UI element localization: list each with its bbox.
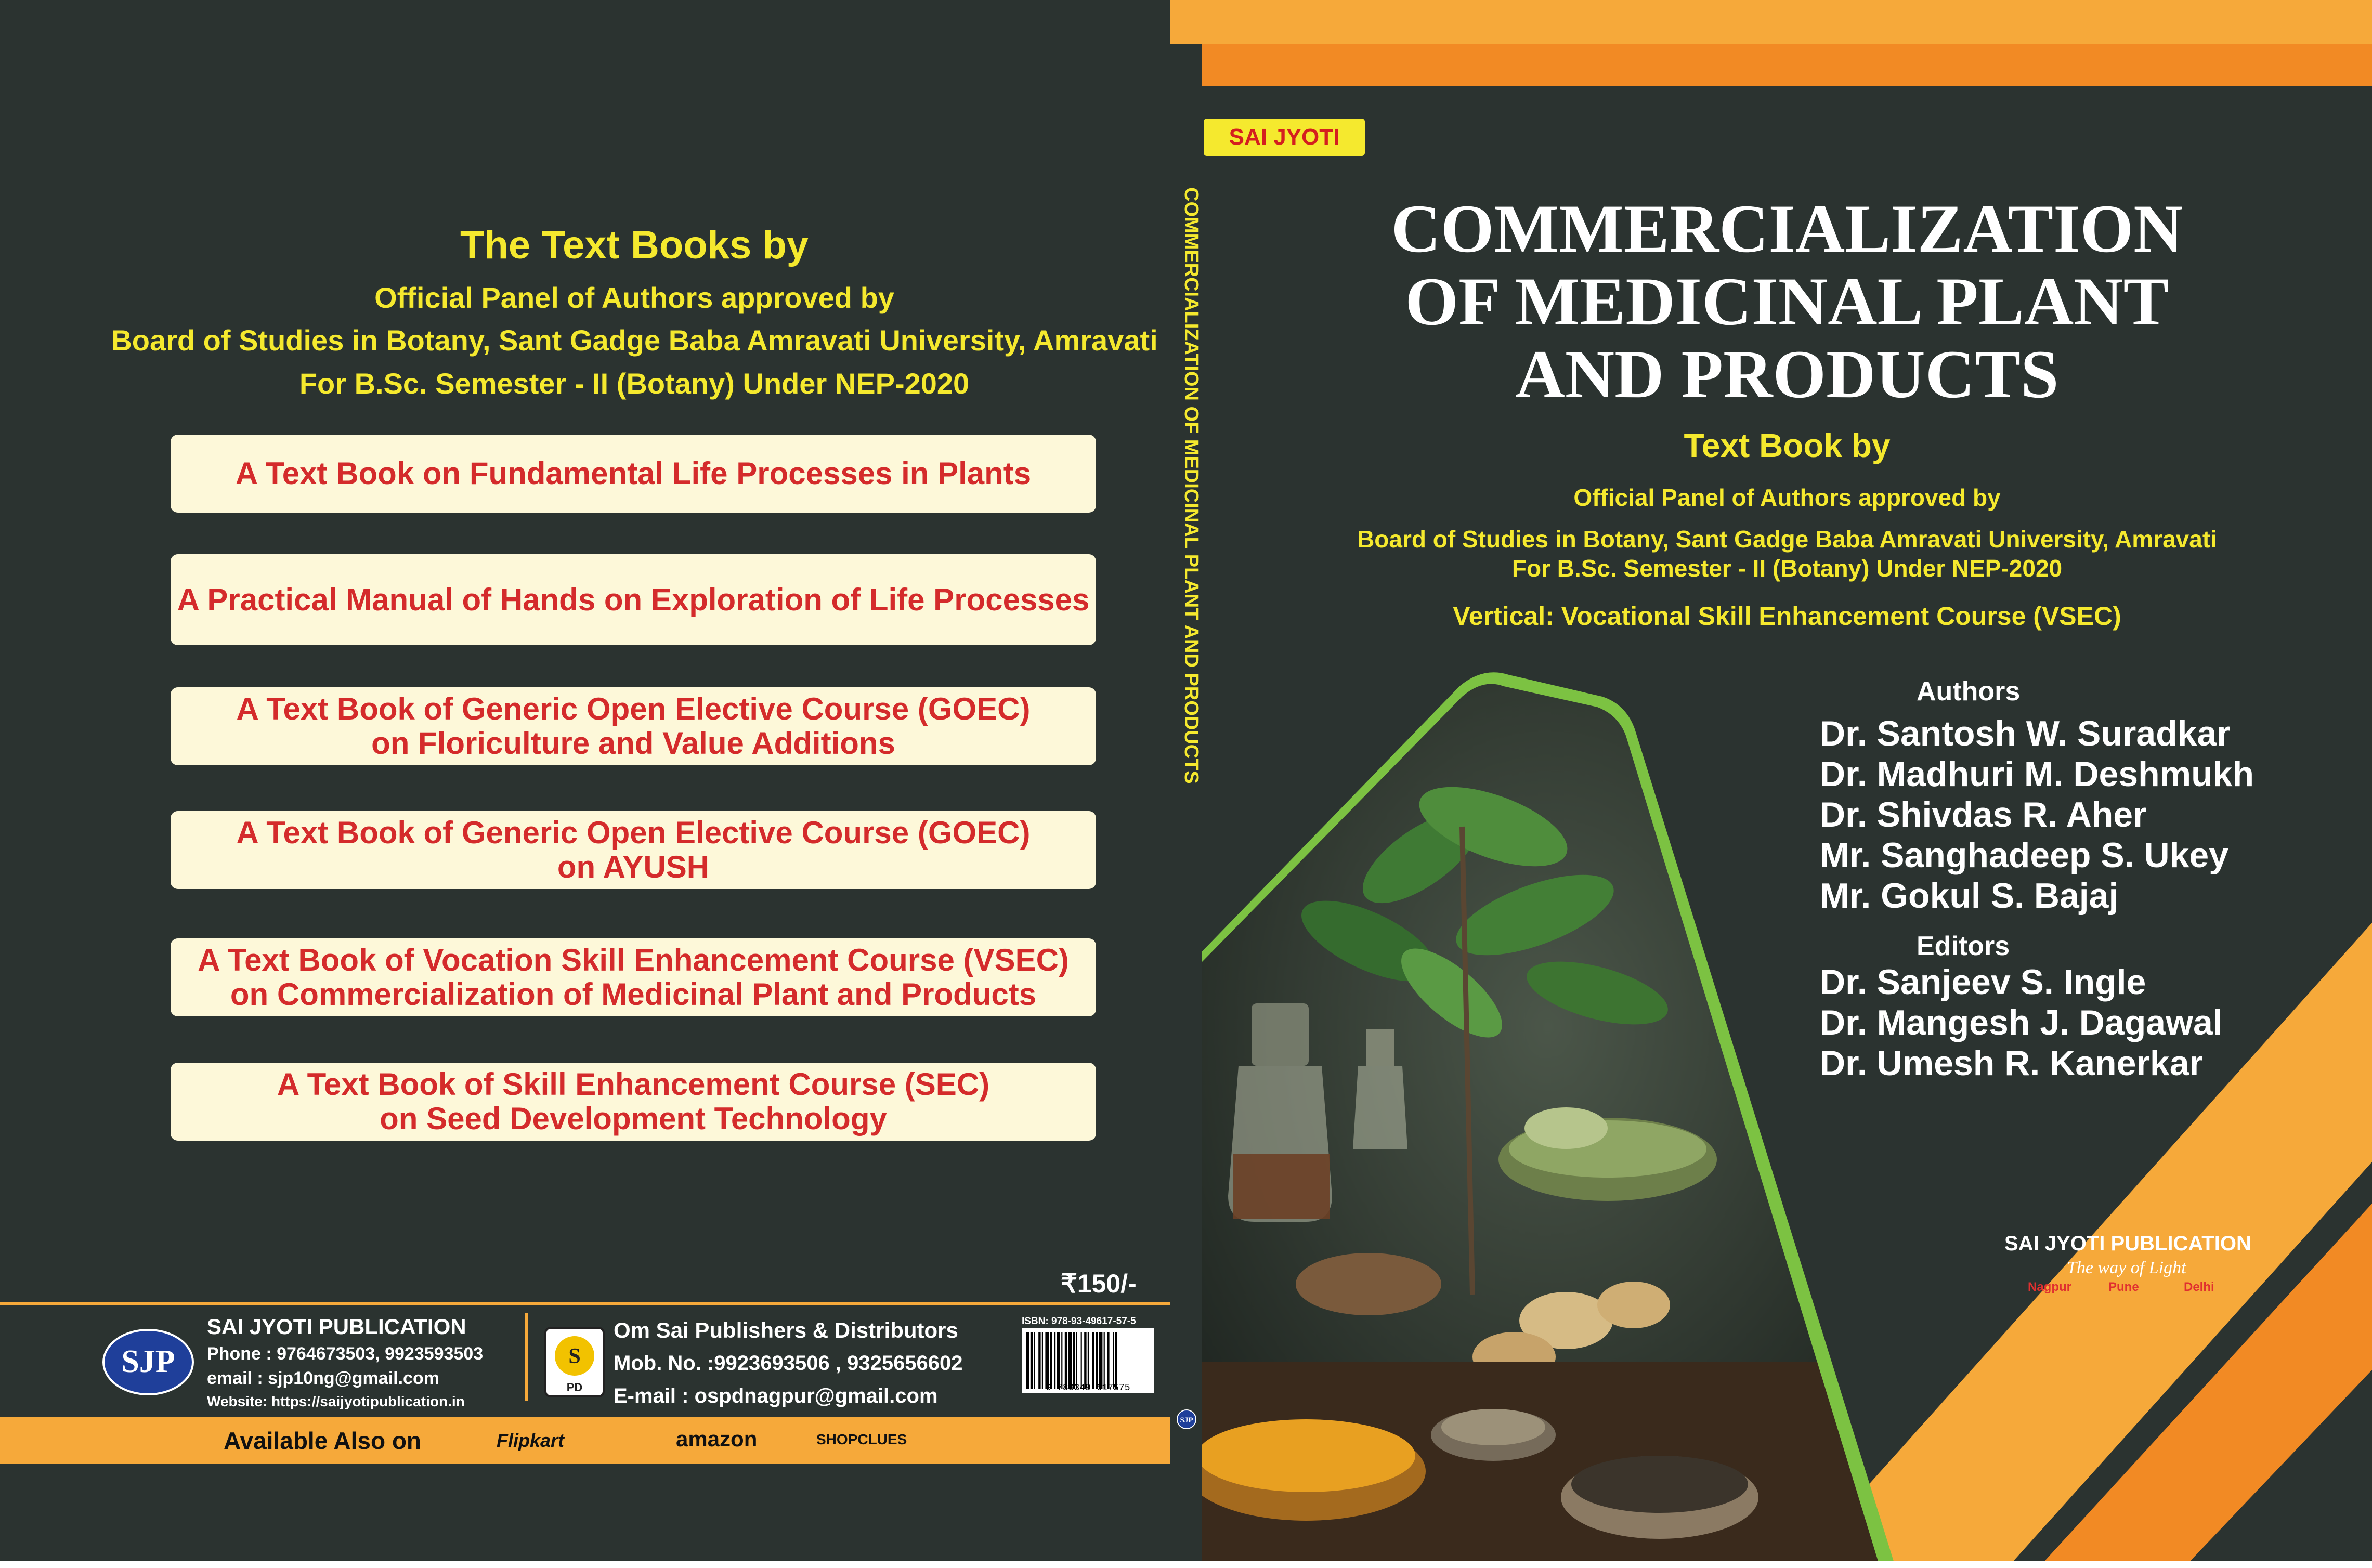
front-panel-text: Official Panel of Authors approved by bbox=[1573, 484, 2001, 511]
svg-text:PD: PD bbox=[566, 1381, 583, 1394]
book-title-line: A Text Book of Vocation Skill Enhancement Course (VSEC) bbox=[198, 943, 1069, 977]
author-name: Dr. Shivdas R. Aher bbox=[1820, 795, 2147, 834]
textbook-by-label: Text Book by bbox=[1684, 427, 1891, 464]
book-title bbox=[1202, 192, 2372, 411]
book-title-box bbox=[171, 938, 1096, 1016]
book-title-line: A Text Book on Fundamental Life Processes in Plants bbox=[235, 456, 1032, 491]
spine-logo-icon bbox=[1176, 1409, 1197, 1430]
brand-badge: SAI JYOTI bbox=[1204, 119, 1365, 156]
editor-name: Dr. Umesh R. Kanerkar bbox=[1820, 1043, 2203, 1083]
spine-title-wrap bbox=[1171, 187, 1202, 1404]
price-label: ₹150/- bbox=[1061, 1269, 1137, 1298]
publisher-tagline: The way of Light bbox=[2067, 1258, 2186, 1277]
book-title-line: on Floriculture and Value Additions bbox=[371, 726, 895, 761]
back-panel-text: Official Panel of Authors approved by bbox=[374, 281, 894, 314]
availability-bar bbox=[0, 1417, 1170, 1464]
available-label: Available Also on bbox=[224, 1427, 422, 1454]
svg-text:SJP: SJP bbox=[1180, 1416, 1193, 1425]
editors-label: Editors bbox=[1917, 931, 2010, 961]
publisher-name: SAI JYOTI PUBLICATION bbox=[207, 1314, 466, 1339]
spine-title: COMMERCIALIZATION OF MEDICINAL PLANT AND PRODUCTS bbox=[1180, 187, 1202, 784]
book-title-box bbox=[171, 435, 1096, 513]
front-board-text: Board of Studies in Botany, Sant Gadge Baba Amravati University, Amravati bbox=[1357, 526, 2217, 553]
publisher-phone: Phone : 9764673503, 9923593503 bbox=[207, 1344, 484, 1364]
book-title-box bbox=[171, 687, 1096, 765]
front-course-text: For B.Sc. Semester - II (Botany) Under NEP-2020 bbox=[1511, 555, 2063, 582]
book-title-box bbox=[171, 554, 1096, 645]
publisher-email: email : sjp10ng@gmail.com bbox=[207, 1368, 439, 1388]
book-title-box bbox=[171, 1063, 1096, 1141]
publisher-city: Delhi bbox=[2184, 1280, 2214, 1294]
back-course-text: For B.Sc. Semester - II (Botany) Under NEP-2020 bbox=[299, 367, 970, 400]
author-name: Mr. Gokul S. Bajaj bbox=[1820, 876, 2119, 916]
distributor-mobile: Mob. No. :9923693506 , 9325656602 bbox=[614, 1352, 963, 1375]
author-name: Mr. Sanghadeep S. Ukey bbox=[1820, 835, 2229, 875]
flipkart-logo: Flipkart bbox=[497, 1430, 565, 1451]
front-publisher-name: SAI JYOTI PUBLICATION bbox=[2004, 1232, 2251, 1255]
book-title-box bbox=[171, 811, 1096, 889]
publisher-city: Pune bbox=[2108, 1280, 2139, 1294]
publisher-divider bbox=[525, 1313, 528, 1401]
author-name: Dr. Santosh W. Suradkar bbox=[1820, 714, 2231, 753]
author-name: Dr. Madhuri M. Deshmukh bbox=[1820, 754, 2254, 794]
back-heading: The Text Books by bbox=[460, 223, 809, 267]
amazon-logo: amazon bbox=[676, 1427, 758, 1451]
book-title-line: A Text Book of Generic Open Elective Course (GOEC) bbox=[236, 815, 1031, 850]
back-board-text: Board of Studies in Botany, Sant Gadge Baba Amravati University, Amravati bbox=[111, 324, 1158, 357]
distributor-name: Om Sai Publishers & Distributors bbox=[614, 1318, 958, 1342]
front-top-strip bbox=[1170, 0, 2372, 44]
distributor-email: E-mail : ospdnagpur@gmail.com bbox=[614, 1384, 938, 1407]
publisher-city: Nagpur bbox=[2028, 1280, 2071, 1294]
book-title-line: A Text Book of Skill Enhancement Course (SEC) bbox=[277, 1067, 990, 1102]
vertical-text: Vertical: Vocational Skill Enhancement Course (VSEC) bbox=[1453, 602, 2121, 631]
barcode-digits: 9 789349 617575 bbox=[1046, 1383, 1130, 1393]
editor-name: Dr. Sanjeev S. Ingle bbox=[1820, 962, 2146, 1002]
book-title-line: AND PRODUCTS bbox=[1515, 336, 2059, 412]
book-title-line: on AYUSH bbox=[557, 850, 710, 884]
svg-text:S: S bbox=[568, 1344, 581, 1368]
svg-text:SJP: SJP bbox=[121, 1344, 175, 1379]
editor-name: Dr. Mangesh J. Dagawal bbox=[1820, 1003, 2223, 1042]
book-title-line: OF MEDICINAL PLANT bbox=[1405, 263, 2169, 339]
book-title-line: A Practical Manual of Hands on Exploration of Life Processes bbox=[177, 582, 1090, 617]
medicinal-plants-photo bbox=[1202, 671, 1894, 1561]
isbn-label: ISBN: 978-93-49617-57-5 bbox=[1022, 1316, 1136, 1327]
publisher-website: Website: https://saijyotipublication.in bbox=[207, 1393, 465, 1409]
om-sai-logo-icon bbox=[543, 1326, 606, 1399]
book-title-line: COMMERCIALIZATION bbox=[1391, 190, 2183, 267]
shopclues-logo: SHOPCLUES bbox=[816, 1431, 907, 1447]
book-title-line: A Text Book of Generic Open Elective Course (GOEC) bbox=[236, 691, 1031, 726]
book-title-line: on Commercialization of Medicinal Plant and Products bbox=[230, 977, 1037, 1012]
sjp-logo-icon bbox=[101, 1328, 195, 1396]
book-title-line: on Seed Development Technology bbox=[380, 1101, 887, 1136]
authors-label: Authors bbox=[1917, 676, 2021, 707]
